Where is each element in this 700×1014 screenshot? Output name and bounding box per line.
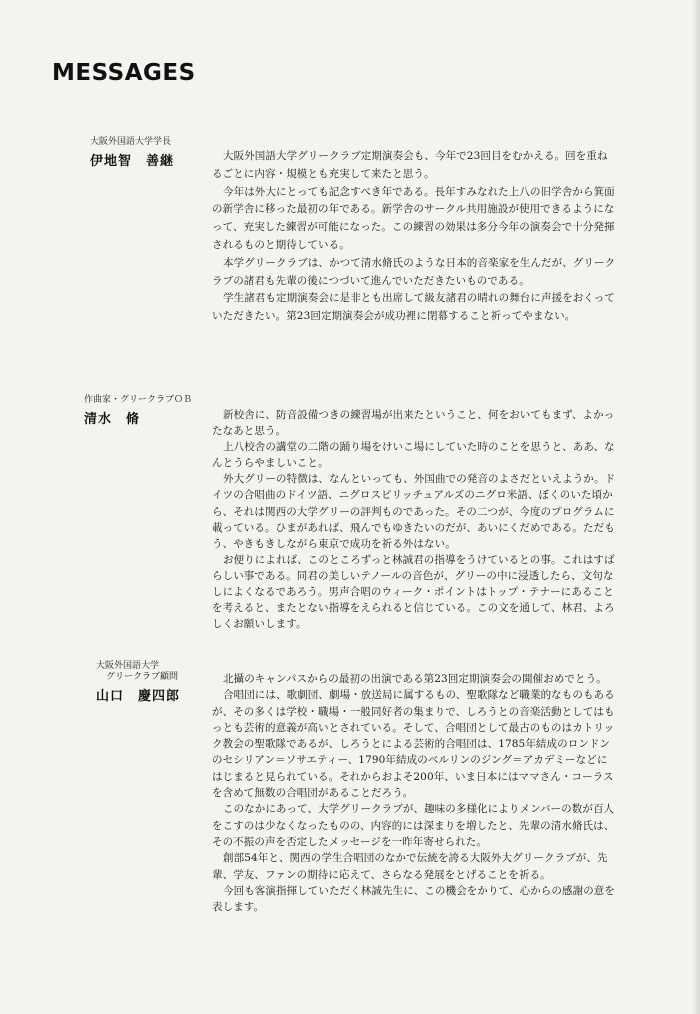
message-paragraph: お便りによれば、このところずっと林誠君の指導をうけているとの事。これはすばらしい事である。同君の美しいテノールの音色が、グリーの中に浸透したら、文句なしによくなるであろう。男声合唱のウィーク・ポイントはトップ・テナーにあることを考えると、またとない指導をえられると信じている。この文を通して、林君、よろしくお願いします。 [212,553,615,631]
message-paragraph: このなかにあって、大学グリークラブが、趣味の多様化によりメンバーの数が百人をこすのは少なくなったものの、内容的には深まりを増したと、先輩の清水脩氏は、その不振の声を否定したメッセージを一昨年寄せられた。 [212,803,615,848]
message-paragraph: 大阪外国語大学グリークラブ定期演奏会も、今年で23回目をむかえる。回を重ねるごとに内容・規模とも充実して来たと思う。 [212,150,608,180]
author-block [96,660,180,704]
message-body [212,671,616,915]
message-paragraph: 今回も客演指揮していただく林誠先生に、この機会をかりて、心からの感謝の意を表します。 [212,884,615,914]
author-name: 伊地智 善継 [90,154,175,169]
author-role: 大阪外国語大学学長 [90,137,172,147]
message-paragraph: 新校舎に、防音設備つきの練習場が出来たということ、何をおいてもまず、よかったなあと思う。 [212,409,615,438]
author-block [90,136,174,169]
author-role: 大阪外国語大学 [96,661,160,671]
message-body [212,407,616,632]
author-name: 清水 脩 [84,412,141,427]
author-role-sub: グリークラブ顧問 [106,672,179,682]
message-paragraph: 外大グリーの特徴は、なんといっても、外国曲での発音のよさだといえようか。ドイツの合唱曲のドイツ語、ニグロスピリッチュアルズのニグロ米語、ぼくのいた頃から、それは関西の大学グリーの評判ものであった。その二つが、今度のプログラムに載っている。ひまがあれば、飛んでもゆきたいのだが、あいにくだめである。ただもう、やきもきしながら東京で成功を祈る外はない。 [212,473,616,550]
message-paragraph: 合唱団には、歌劇団、劇場・放送局に属するもの、聖歌隊など職業的なものもあるが、その多くは学校・職場・一般同好者の集まりで、しろうとの音楽活動としてはもっとも芸術的意義が高いとされている。そして、合唱団として最古のものはカトリック教会の聖歌隊であるが、しろうとによる芸術的合唱団は、1785年結成のロンドンのセシリアン＝ソサエティー、1790年結成のベルリンのジング＝アカデミーなどにはじまると見られている。それからおよそ200年、いま日本にはママさん・コーラスを含めて無数の合唱団があることだろう。 [212,689,615,800]
page-edge-shadow [692,0,700,1014]
message-paragraph: 創部54年と、関西の学生合唱団のなかで伝統を誇る大阪外大グリークラブが、先輩、学友、ファンの期待に応えて、さらなる発展をとげることを祈る。 [212,852,608,881]
message-paragraph: 本学グリークラブは、かつて清水脩氏のような日本的音楽家を生んだが、グリークラブの諸君も先輩の後につづいて進んでいただきたいものである。 [212,256,616,287]
author-block [84,394,192,427]
author-name: 山口 慶四郎 [96,689,181,704]
message-paragraph: 学生諸君も定期演奏会に是非とも出席して級友諸君の晴れの舞台に声援をおくっていただきたい。第23回定期演奏会が成功裡に閉幕すること祈ってやまない。 [212,292,615,323]
message-paragraph: 上八校舎の講堂の二階の踊り場をけいこ場にしていた時のことを思うと、ああ、なんとうらやましいこと。 [212,441,615,470]
message-body [212,148,616,326]
author-role: 作曲家・グリークラブＯＢ [84,395,193,405]
page-title: MESSAGES [52,60,196,86]
message-paragraph: 今年は外大にとっても記念すべき年である。長年すみなれた上八の旧学舎から箕面の新学舎に移った最初の年である。新学舎のサークル共用施設が使用できるようになって、充実した練習が可能になった。この練習の効果は多分今年の演奏会で十分発揮されるものと期待している。 [212,185,615,251]
message-paragraph: 北攝のキャンパスからの最初の出演である第23回定期演奏会の開催おめでとう。 [223,673,607,685]
